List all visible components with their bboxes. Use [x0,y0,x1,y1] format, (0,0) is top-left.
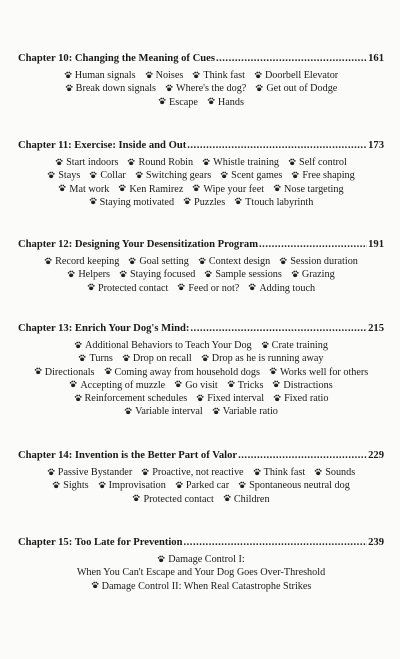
paw-bullet-icon [196,394,204,402]
topic-label: Grazing [301,269,335,281]
chapter-14-entry [18,449,384,506]
topic-item[interactable] [273,393,328,404]
topic-label: Drop as he is running away [211,353,324,365]
topic-label: Scent games [231,170,283,182]
topic-label: Staying motivated [99,196,175,208]
topic-label: Nose targeting [284,183,344,195]
topic-label: Session duration [290,256,358,267]
topic-line [18,553,384,566]
topic-item[interactable] [234,197,313,208]
paw-bullet-icon [157,555,165,563]
topic-item[interactable] [145,70,184,81]
chapter-heading[interactable] [18,52,384,66]
topic-item[interactable] [119,269,195,280]
topic-item[interactable] [269,367,368,378]
paw-bullet-icon [248,283,256,291]
chapter-15-entry [18,536,384,593]
topic-item[interactable] [98,480,166,491]
topic-item[interactable] [55,157,118,168]
topic-item[interactable] [67,269,110,280]
topic-item[interactable] [261,340,328,351]
topic-label: Improvisation [108,480,166,492]
topic-label: Fixed ratio [284,393,329,405]
paw-bullet-icon [135,171,143,179]
paw-bullet-icon [127,158,135,166]
paw-bullet-icon [165,84,173,92]
chapter-heading[interactable] [18,536,384,550]
paw-bullet-icon [44,257,52,265]
paw-bullet-icon [314,468,322,476]
topic-label: Distractions [283,379,333,391]
topic-label: Reinforcement schedules [84,393,188,405]
paw-bullet-icon [47,171,55,179]
paw-bullet-icon [78,354,86,362]
paw-bullet-icon [291,171,299,179]
topic-item[interactable] [175,480,229,491]
paw-bullet-icon [89,197,97,205]
paw-bullet-icon [119,270,127,278]
paw-bullet-icon [128,257,136,265]
chapter-title: Chapter 11: Exercise: Inside and Out [18,140,187,151]
topic-label: Switching gears [145,170,212,182]
topic-label: Tricks [237,379,264,391]
topic-line [18,69,384,82]
paw-bullet-icon [192,71,200,79]
paw-bullet-icon [291,270,299,278]
paw-bullet-icon [87,283,95,291]
chapter-page-number: 229 [368,450,384,461]
paw-bullet-icon [141,468,149,476]
topic-label: Damage Control I: [168,554,245,565]
topic-line [18,366,384,379]
topic-line [18,183,384,196]
paw-bullet-icon [55,158,63,166]
chapter-topics [18,466,384,506]
topic-item[interactable] [122,353,192,364]
topic-line [18,339,384,352]
topic-label: Human signals [74,70,136,81]
paw-bullet-icon [234,197,242,205]
topic-label: Think fast [203,70,245,81]
topic-item[interactable] [135,170,211,181]
topic-label: Adding touch [259,282,316,294]
topic-item[interactable] [52,480,88,491]
topic-line [18,392,384,405]
dot-leader [187,139,367,153]
topic-label: Stays [58,170,81,182]
topic-label: Protected contact [143,493,214,505]
topic-label: Damage Control II: When Real Catastrophe Strikes [101,580,312,592]
paw-bullet-icon [273,184,281,192]
paw-bullet-icon [198,257,206,265]
topic-line [18,405,384,418]
topic-label: Ken Ramirez [129,183,184,195]
topic-label: Whistle training [213,157,280,168]
topic-item[interactable] [288,157,347,168]
topic-item[interactable] [87,283,168,294]
chapter-heading[interactable] [18,139,384,153]
topic-label: Ttouch labyrinth [245,196,314,208]
topic-label: Think fast [263,467,306,478]
topic-item[interactable] [47,467,132,478]
topic-label: Accepting of muzzle [80,379,166,391]
topic-item[interactable] [183,197,225,208]
topic-label: Goal setting [139,256,189,267]
chapter-topics [18,156,384,209]
topic-item[interactable] [89,197,174,208]
topic-item[interactable] [253,467,306,478]
dot-leader [259,238,367,252]
topic-item[interactable] [47,170,80,181]
topic-label: Sounds [325,467,356,478]
paw-bullet-icon [227,380,235,388]
topic-label: Round Robin [138,157,194,168]
paw-bullet-icon [158,97,166,105]
topic-line [18,466,384,479]
paw-bullet-icon [288,158,296,166]
topic-label: Start indoors [66,157,119,168]
topic-label: Get out of Dodge [266,83,338,95]
topic-item[interactable] [34,367,95,378]
topic-label: Directionals [44,366,95,378]
paw-bullet-icon [253,468,261,476]
topic-label: Protected contact [97,282,169,294]
paw-bullet-icon [220,171,228,179]
topic-item[interactable] [124,406,203,417]
topic-item[interactable] [65,83,156,94]
topic-item[interactable] [157,554,244,565]
topic-label: Additional Behaviors to Teach Your Dog [85,340,252,351]
dot-leader [238,449,367,463]
paw-bullet-icon [204,270,212,278]
chapter-page-number: 191 [368,239,384,250]
topic-item[interactable] [74,340,252,351]
paw-bullet-icon [177,283,185,291]
topic-label: Where's the dog? [176,83,247,95]
topic-label: Hands [217,96,244,108]
topic-item[interactable] [118,184,183,195]
paw-bullet-icon [91,581,99,589]
paw-bullet-icon [118,184,126,192]
topic-label: Coming away from household dogs [114,366,260,378]
topic-item[interactable] [207,97,244,108]
topic-label: Feed or not? [188,282,240,294]
topic-label: Doorbell Elevator [264,70,339,81]
topic-item[interactable] [272,380,332,391]
chapter-topics [18,553,384,593]
topic-label: Parked car [185,480,230,492]
topic-item[interactable] [77,567,325,578]
paw-bullet-icon [64,71,72,79]
topic-label: Sample sessions [215,269,282,281]
paw-bullet-icon [47,468,55,476]
topic-item[interactable] [174,380,218,391]
topic-item[interactable] [44,256,119,267]
paw-bullet-icon [34,367,42,375]
topic-item[interactable] [204,269,282,280]
topic-line [18,169,384,182]
paw-bullet-icon [279,257,287,265]
topic-line [18,479,384,492]
topic-item[interactable] [227,380,264,391]
topic-item[interactable] [201,353,324,364]
topic-label: Variable ratio [222,406,278,418]
paw-bullet-icon [74,341,82,349]
topic-item[interactable] [104,367,260,378]
topic-line [18,580,384,593]
topic-label: Mat work [69,183,110,195]
chapter-topics [18,69,384,109]
topic-label: When You Can't Escape and Your Dog Goes Over-Threshold [76,567,326,579]
topic-label: Helpers [78,269,110,281]
paw-bullet-icon [201,354,209,362]
paw-bullet-icon [65,84,73,92]
topic-label: Escape [169,96,198,108]
topic-item[interactable] [127,157,193,168]
paw-bullet-icon [174,380,182,388]
dot-leader [190,322,367,336]
topic-label: Record keeping [55,256,120,267]
paw-bullet-icon [269,367,277,375]
chapter-12-entry [18,238,384,295]
paw-bullet-icon [238,481,246,489]
topic-label: Collar [100,170,126,182]
paw-bullet-icon [132,494,140,502]
topic-item[interactable] [89,170,125,181]
topic-item[interactable] [192,184,264,195]
chapter-title: Chapter 12: Designing Your Desensitization Program [18,239,259,250]
chapter-title: Chapter 13: Enrich Your Dog's Mind: [18,323,190,334]
topic-line [18,96,384,109]
paw-bullet-icon [255,84,263,92]
chapter-heading[interactable] [18,449,384,463]
chapter-13-entry [18,322,384,419]
topic-item[interactable] [212,406,278,417]
topic-item[interactable] [141,467,243,478]
paw-bullet-icon [223,494,231,502]
paw-bullet-icon [89,171,97,179]
paw-bullet-icon [69,380,77,388]
chapter-page-number: 173 [368,140,384,151]
topic-item[interactable] [248,283,315,294]
topic-item[interactable] [254,70,338,81]
topic-line [18,156,384,169]
paw-bullet-icon [74,394,82,402]
topic-item[interactable] [291,269,335,280]
topic-item[interactable] [198,256,270,267]
chapter-10-entry [18,52,384,109]
topic-label: Self control [299,157,347,168]
topic-line [18,255,384,268]
paw-bullet-icon [98,481,106,489]
paw-bullet-icon [254,71,262,79]
topic-item[interactable] [238,480,350,491]
topic-item[interactable] [74,393,188,404]
topic-line [18,196,384,209]
paw-bullet-icon [175,481,183,489]
paw-bullet-icon [145,71,153,79]
topic-label: Wipe your feet [203,183,265,195]
topic-item[interactable] [255,83,337,94]
chapter-title: Chapter 10: Changing the Meaning of Cues [18,53,215,64]
topic-label: Proactive, not reactive [152,467,244,478]
topic-label: Puzzles [194,196,226,208]
topic-label: Turns [89,353,113,365]
topic-label: Staying focused [130,269,196,281]
topic-label: Go visit [185,379,218,391]
topic-item[interactable] [132,494,213,505]
topic-item[interactable] [69,380,165,391]
topic-item[interactable] [64,70,136,81]
paw-bullet-icon [58,184,66,192]
topic-item[interactable] [279,256,358,267]
paw-bullet-icon [212,407,220,415]
topic-label: Crate training [271,340,328,351]
chapter-page-number: 161 [368,53,384,64]
dot-leader [184,536,368,550]
paw-bullet-icon [261,341,269,349]
topic-item[interactable] [220,170,282,181]
topic-line [18,82,384,95]
topic-line [18,493,384,506]
topic-line [18,566,384,579]
chapter-title: Chapter 14: Invention is the Better Part of Valor [18,450,238,461]
paw-bullet-icon [124,407,132,415]
paw-bullet-icon [52,481,60,489]
topic-item[interactable] [177,283,239,294]
topic-item[interactable] [58,184,109,195]
topic-label: Variable interval [135,406,203,418]
paw-bullet-icon [272,380,280,388]
chapter-topics [18,255,384,295]
paw-bullet-icon [183,197,191,205]
topic-line [18,379,384,392]
topic-label: Sights [63,480,89,492]
topic-label: Fixed interval [207,393,265,405]
topic-item[interactable] [273,184,344,195]
topic-label: Spontaneous neutral dog [249,480,350,492]
chapter-topics [18,339,384,419]
chapter-title: Chapter 15: Too Late for Prevention [18,537,183,548]
topic-line [18,352,384,365]
topic-item[interactable] [223,494,270,505]
topic-label: Children [233,493,270,505]
topic-item[interactable] [192,70,245,81]
topic-item[interactable] [91,581,312,592]
topic-item[interactable] [314,467,355,478]
topic-label: Works well for others [279,366,369,378]
topic-label: Break down signals [75,83,157,95]
paw-bullet-icon [104,367,112,375]
topic-label: Passive Bystander [57,467,133,478]
topic-item[interactable] [291,170,354,181]
paw-bullet-icon [273,394,281,402]
dot-leader [216,52,367,66]
chapter-heading[interactable] [18,322,384,336]
topic-line [18,268,384,281]
paw-bullet-icon [67,270,75,278]
topic-item[interactable] [128,256,189,267]
topic-label: Free shaping [302,170,355,182]
paw-bullet-icon [207,97,215,105]
topic-item[interactable] [158,97,198,108]
paw-bullet-icon [202,158,210,166]
paw-bullet-icon [122,354,130,362]
topic-item[interactable] [202,157,279,168]
topic-item[interactable] [165,83,246,94]
topic-label: Context design [208,256,271,267]
chapter-heading[interactable] [18,238,384,252]
topic-label: Noises [155,70,184,81]
chapter-11-entry [18,139,384,209]
topic-item[interactable] [196,393,264,404]
topic-label: Drop on recall [132,353,192,365]
topic-item[interactable] [78,353,112,364]
topic-line [18,282,384,295]
chapter-page-number: 239 [368,537,384,548]
paw-bullet-icon [192,184,200,192]
chapter-page-number: 215 [368,323,384,334]
